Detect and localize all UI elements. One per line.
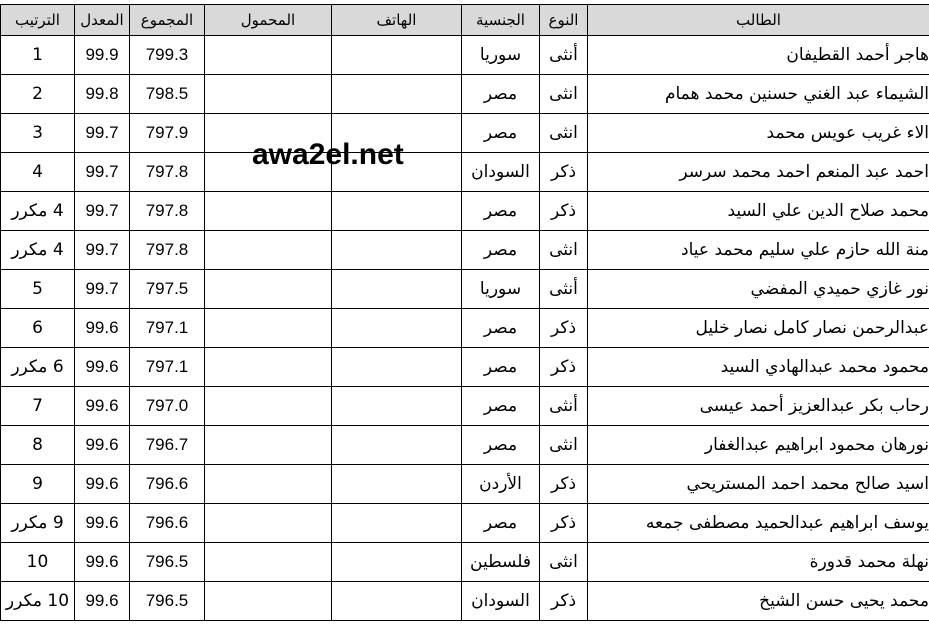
- nationality-cell: سوريا: [462, 36, 540, 75]
- table-row: [1, 153, 929, 192]
- average-cell: 99.6: [75, 465, 130, 504]
- total-cell: 797.1: [130, 348, 205, 387]
- header-row: [1, 5, 929, 36]
- student-name-cell: نهلة محمد قدورة: [588, 543, 929, 582]
- phone-cell: [332, 387, 462, 426]
- student-name-cell: يوسف ابراهيم عبدالحميد مصطفى جمعه: [588, 504, 929, 543]
- average-cell: 99.6: [75, 582, 130, 621]
- total-cell: 797.8: [130, 153, 205, 192]
- student-name-cell: الاء غريب عويس محمد: [588, 114, 929, 153]
- average-cell: 99.7: [75, 270, 130, 309]
- nationality-cell: مصر: [462, 75, 540, 114]
- rank-cell: 9 مكرر: [1, 504, 75, 543]
- phone-cell: [332, 504, 462, 543]
- rank-cell: 6 مكرر: [1, 348, 75, 387]
- average-cell: 99.7: [75, 114, 130, 153]
- nationality-cell: السودان: [462, 153, 540, 192]
- nationality-cell: مصر: [462, 114, 540, 153]
- rank-cell: 9: [1, 465, 75, 504]
- nationality-cell: السودان: [462, 582, 540, 621]
- rank-cell: 4 مكرر: [1, 231, 75, 270]
- gender-cell: انثى: [540, 114, 588, 153]
- mobile-cell: [205, 270, 332, 309]
- total-cell: 797.0: [130, 387, 205, 426]
- total-cell: 797.5: [130, 270, 205, 309]
- header-average: المعدل: [75, 5, 130, 36]
- rank-cell: 6: [1, 309, 75, 348]
- rank-cell: 3: [1, 114, 75, 153]
- student-name-cell: منة الله حازم علي سليم محمد عياد: [588, 231, 929, 270]
- nationality-cell: مصر: [462, 231, 540, 270]
- gender-cell: ذكر: [540, 582, 588, 621]
- rank-cell: 7: [1, 387, 75, 426]
- average-cell: 99.6: [75, 309, 130, 348]
- gender-cell: ذكر: [540, 465, 588, 504]
- table-row: [1, 543, 929, 582]
- gender-cell: انثى: [540, 75, 588, 114]
- nationality-cell: مصر: [462, 192, 540, 231]
- rank-cell: 4 مكرر: [1, 192, 75, 231]
- phone-cell: [332, 36, 462, 75]
- rank-cell: 8: [1, 426, 75, 465]
- gender-cell: أنثى: [540, 387, 588, 426]
- total-cell: 796.6: [130, 504, 205, 543]
- student-name-cell: احمد عبد المنعم احمد محمد سرسر: [588, 153, 929, 192]
- phone-cell: [332, 465, 462, 504]
- nationality-cell: مصر: [462, 426, 540, 465]
- mobile-cell: [205, 192, 332, 231]
- rank-cell: 10: [1, 543, 75, 582]
- mobile-cell: [205, 36, 332, 75]
- phone-cell: [332, 270, 462, 309]
- total-cell: 799.3: [130, 36, 205, 75]
- phone-cell: [332, 75, 462, 114]
- student-name-cell: الشيماء عبد الغني حسنين محمد همام: [588, 75, 929, 114]
- total-cell: 796.6: [130, 465, 205, 504]
- phone-cell: [332, 192, 462, 231]
- phone-cell: [332, 309, 462, 348]
- table-row: [1, 582, 929, 621]
- nationality-cell: فلسطين: [462, 543, 540, 582]
- mobile-cell: [205, 582, 332, 621]
- table-row: [1, 348, 929, 387]
- gender-cell: ذكر: [540, 153, 588, 192]
- average-cell: 99.7: [75, 153, 130, 192]
- gender-cell: انثى: [540, 426, 588, 465]
- student-name-cell: نورهان محمود ابراهيم عبدالغفار: [588, 426, 929, 465]
- average-cell: 99.7: [75, 192, 130, 231]
- table-row: [1, 309, 929, 348]
- header-mobile: المحمول: [205, 5, 332, 36]
- gender-cell: ذكر: [540, 504, 588, 543]
- total-cell: 796.5: [130, 582, 205, 621]
- student-name-cell: محمد صلاح الدين علي السيد: [588, 192, 929, 231]
- mobile-cell: [205, 348, 332, 387]
- mobile-cell: [205, 504, 332, 543]
- total-cell: 798.5: [130, 75, 205, 114]
- nationality-cell: الأردن: [462, 465, 540, 504]
- phone-cell: [332, 426, 462, 465]
- gender-cell: أنثى: [540, 270, 588, 309]
- mobile-cell: [205, 426, 332, 465]
- average-cell: 99.7: [75, 231, 130, 270]
- table-row: [1, 231, 929, 270]
- table-row: [1, 114, 929, 153]
- rank-cell: 10 مكرر: [1, 582, 75, 621]
- phone-cell: [332, 348, 462, 387]
- total-cell: 797.8: [130, 192, 205, 231]
- nationality-cell: مصر: [462, 504, 540, 543]
- mobile-cell: [205, 75, 332, 114]
- student-name-cell: محمد يحيى حسن الشيخ: [588, 582, 929, 621]
- phone-cell: [332, 231, 462, 270]
- student-name-cell: هاجر أحمد القطيفان: [588, 36, 929, 75]
- table-row: [1, 504, 929, 543]
- mobile-cell: [205, 465, 332, 504]
- rank-cell: 5: [1, 270, 75, 309]
- average-cell: 99.6: [75, 426, 130, 465]
- phone-cell: [332, 582, 462, 621]
- rank-cell: 4: [1, 153, 75, 192]
- results-table: [0, 4, 929, 621]
- student-name-cell: محمود محمد عبدالهادي السيد: [588, 348, 929, 387]
- phone-cell: [332, 543, 462, 582]
- average-cell: 99.8: [75, 75, 130, 114]
- mobile-cell: [205, 543, 332, 582]
- gender-cell: ذكر: [540, 192, 588, 231]
- nationality-cell: مصر: [462, 309, 540, 348]
- total-cell: 796.7: [130, 426, 205, 465]
- average-cell: 99.6: [75, 504, 130, 543]
- average-cell: 99.6: [75, 543, 130, 582]
- student-name-cell: رحاب بكر عبدالعزيز أحمد عيسى: [588, 387, 929, 426]
- header-total: المجموع: [130, 5, 205, 36]
- nationality-cell: مصر: [462, 348, 540, 387]
- header-gender: النوع: [540, 5, 588, 36]
- watermark-text: awa2el.net: [252, 138, 404, 171]
- nationality-cell: سوريا: [462, 270, 540, 309]
- table-row: [1, 465, 929, 504]
- total-cell: 797.8: [130, 231, 205, 270]
- average-cell: 99.6: [75, 387, 130, 426]
- mobile-cell: [205, 231, 332, 270]
- total-cell: 797.9: [130, 114, 205, 153]
- gender-cell: انثى: [540, 543, 588, 582]
- mobile-cell: [205, 309, 332, 348]
- total-cell: 796.5: [130, 543, 205, 582]
- student-name-cell: اسيد صالح محمد احمد المستريحي: [588, 465, 929, 504]
- header-phone: الهاتف: [332, 5, 462, 36]
- rank-cell: 1: [1, 36, 75, 75]
- gender-cell: أنثى: [540, 36, 588, 75]
- gender-cell: ذكر: [540, 309, 588, 348]
- gender-cell: ذكر: [540, 348, 588, 387]
- table-row: [1, 426, 929, 465]
- table-row: [1, 270, 929, 309]
- table-row: [1, 192, 929, 231]
- rank-cell: 2: [1, 75, 75, 114]
- total-cell: 797.1: [130, 309, 205, 348]
- average-cell: 99.6: [75, 348, 130, 387]
- table-row: [1, 75, 929, 114]
- gender-cell: انثى: [540, 231, 588, 270]
- nationality-cell: مصر: [462, 387, 540, 426]
- average-cell: 99.9: [75, 36, 130, 75]
- table-row: [1, 387, 929, 426]
- mobile-cell: [205, 387, 332, 426]
- table-row: [1, 36, 929, 75]
- student-name-cell: عبدالرحمن نصار كامل نصار خليل: [588, 309, 929, 348]
- header-rank: الترتيب: [1, 5, 75, 36]
- header-name: الطالب: [588, 5, 929, 36]
- student-name-cell: نور غازي حميدي المفضي: [588, 270, 929, 309]
- header-nationality: الجنسية: [462, 5, 540, 36]
- table-body: [1, 36, 929, 621]
